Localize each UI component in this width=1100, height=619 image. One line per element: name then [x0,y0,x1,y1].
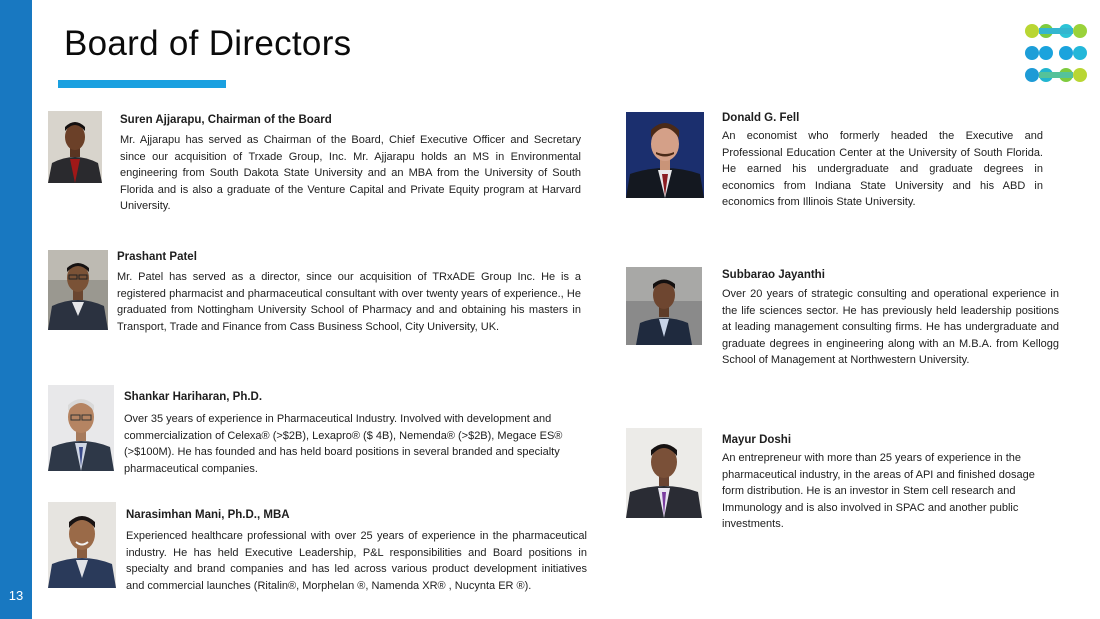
director-bio: Over 35 years of experience in Pharmaceutical Industry. Involved with development and commercialization of Celexa® (>$2B), Lexapro® ($ 4B), Nemenda® (>$2B), Megace ES® (>$100M). He has founded and has held board positions in several branded and specialty pharmaceutical companies. [124,413,563,475]
company-logo [1022,20,1090,86]
director-photo-jayanthi [626,267,702,345]
director-name: Prashant Patel [117,251,197,263]
director-name: Shankar Hariharan, Ph.D. [124,391,263,403]
director-bio: Over 20 years of strategic consulting and operational experience in the life sciences sector. He has previously held leadership positions at leading management consulting firms. He has undergraduate and graduate degrees in engineering along with an M.B.A. from Kellogg School of Management at Northwestern University. [722,288,1059,367]
director-name: Narasimhan Mani, Ph.D., MBA [126,509,290,521]
director-name: Suren Ajjarapu, Chairman of the Board [120,114,332,126]
director-bio: Experienced healthcare professional with over 25 years of experience in the pharmaceutical industry. He has held Executive Leadership, P&L responsibilities and Board positions in specialty and brand companies and has led across various product development initiatives and commercial launches (Ritalin®, Morphelan ®, Namenda XR® , Nucynta ER ®). [126,530,587,592]
director-photo-hariharan [48,385,114,471]
director-name: Donald G. Fell [722,112,800,124]
director-photo-fell [626,112,704,198]
director-bio: An economist who formerly headed the Executive and Professional Education Center at the University of South Florida. He earned his undergraduate and graduate degrees in economics from Indiana State University and his ABD in economics from Illinois State University. [722,130,1043,209]
director-photo-doshi [626,428,702,518]
director-bio: An entrepreneur with more than 25 years of experience in the pharmaceutical industry, in the areas of API and finished dosage form distribution. He is an investor in Stem cell research and Immunology and is also involved in SPAC and another public investments. [722,452,1035,531]
director-bio: Mr. Ajjarapu has served as Chairman of the Board, Chief Executive Officer and Secretary since our acquisition of Trxade Group, Inc. Mr. Ajjarapu holds an MS in Environmental engineering from South Dakota State University and an MBA from the University of South Florida and is also a graduate of the Venture Capital and Private Equity program at Harvard University. [120,134,581,213]
page-title: Board of Directors [64,24,352,63]
page-number: 13 [8,588,24,603]
director-photo-ajjarapu [48,111,102,183]
left-accent-bar [0,0,32,619]
director-photo-patel [48,250,108,330]
director-bio: Mr. Patel has served as a director, since our acquisition of TRxADE Group Inc. He is a registered pharmacist and pharmaceutical consultant with over twenty years of experience., He graduated from Nottingham University School of Pharmacy and and obtaining his masters in Transport, Trade and Finance from Cass Business School, City University, UK. [117,271,581,333]
title-underline [58,80,226,88]
director-name: Mayur Doshi [722,434,792,446]
director-photo-mani [48,502,116,588]
director-name: Subbarao Jayanthi [722,269,825,281]
